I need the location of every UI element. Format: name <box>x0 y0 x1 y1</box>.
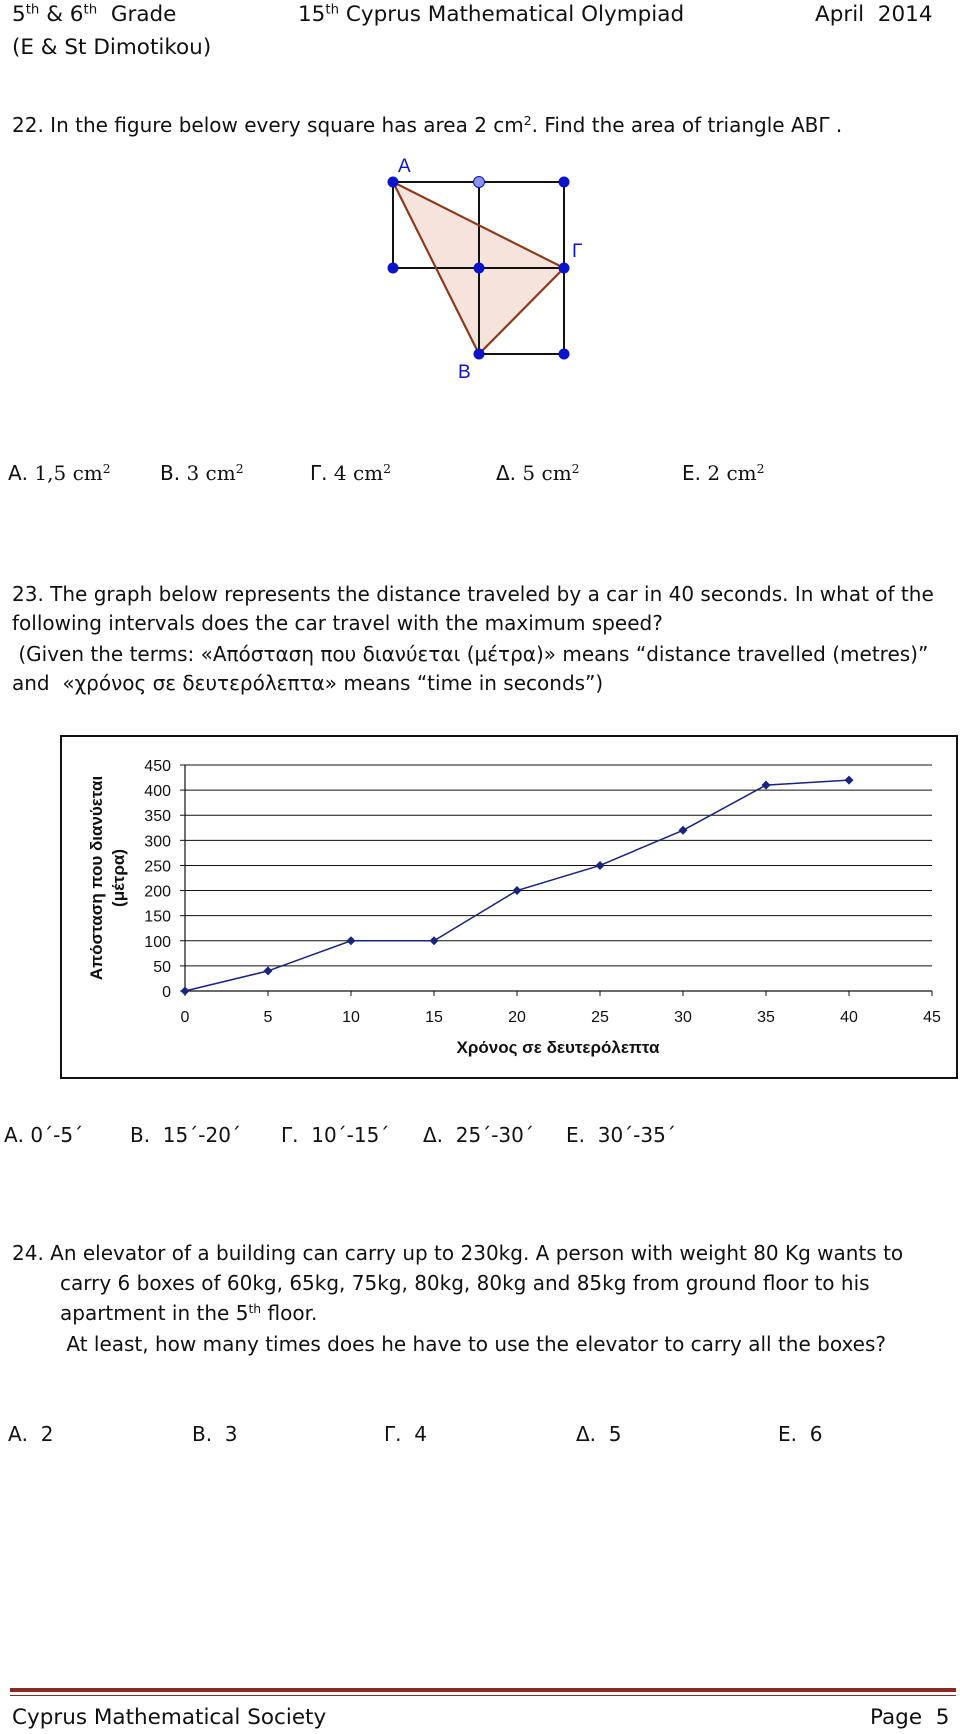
q24-option-a[interactable] <box>8 1421 54 1447</box>
option-value: 4 cm <box>333 461 384 485</box>
ytick-label-1: 50 <box>153 958 171 976</box>
distance-time-chart <box>0 730 960 1080</box>
option-letter: Α. <box>8 461 29 485</box>
header-date: April 2014 <box>815 2 933 27</box>
label-b: Β <box>458 362 471 383</box>
option-sup: 2 <box>383 461 391 477</box>
q23-option-a[interactable] <box>4 1122 83 1148</box>
q24-option-d[interactable] <box>576 1421 622 1447</box>
option-value: 3 <box>224 1422 238 1446</box>
ytick-label-0: 0 <box>162 984 171 1001</box>
q24-line-3-after: floor. <box>261 1301 318 1325</box>
label-g: Γ <box>572 241 583 262</box>
option-letter: Δ. <box>496 461 517 485</box>
xtick-label-5: 25 <box>591 1009 609 1026</box>
q22-text-before: 22. In the figure below every square has area 2 cm <box>12 113 524 137</box>
option-value: 1,5 cm <box>34 461 103 485</box>
footer-rule-thin <box>10 1695 956 1696</box>
option-letter: Α. <box>8 1422 29 1446</box>
option-letter: Ε. <box>682 461 701 485</box>
grade-text-2: & 6 <box>39 2 84 27</box>
footer-page-number: Page 5 <box>870 1705 950 1730</box>
q22-text <box>12 112 842 138</box>
option-letter: Δ. <box>576 1422 597 1446</box>
grade-text-1: 5 <box>12 2 26 27</box>
option-value: 2 <box>40 1422 54 1446</box>
chart-ylabel-line2: (μέτρα) <box>109 849 128 907</box>
q22-text-after: . Find the area of triangle ΑΒΓ . <box>531 113 843 137</box>
ytick-label-2: 100 <box>144 933 171 951</box>
ytick-label-5: 250 <box>144 858 171 876</box>
option-letter: Γ. <box>384 1422 402 1446</box>
q22-option-d[interactable] <box>496 460 580 486</box>
q22-option-e[interactable] <box>682 460 765 486</box>
header-olympiad <box>298 1 684 29</box>
grade-text-3: Grade <box>97 2 177 27</box>
chart-ylabel-line1: Απόσταση που διανύεται <box>87 775 106 981</box>
xtick-label-2: 10 <box>342 1009 360 1026</box>
option-sup: 2 <box>102 461 111 477</box>
option-value: 6 <box>809 1422 823 1446</box>
xtick-label-9: 45 <box>923 1009 941 1026</box>
option-letter: Β. <box>130 1123 151 1147</box>
xtick-label-0: 0 <box>180 1009 190 1026</box>
q24-line-2: carry 6 boxes of 60kg, 65kg, 75kg, 80kg, 80kg and 85kg from ground floor to his <box>60 1271 870 1295</box>
q24-line-3-text: apartment in the 5 <box>60 1301 249 1325</box>
option-letter: Β. <box>192 1422 213 1446</box>
header-grade <box>12 1 176 29</box>
q23-line-1: 23. The graph below represents the distance traveled by a car in 40 seconds. In what of the <box>12 582 934 606</box>
option-value: 30΄-35΄ <box>597 1123 676 1147</box>
option-letter: Β. <box>160 461 181 485</box>
olympiad-rest: Cyprus Mathematical Olympiad <box>339 2 685 27</box>
option-value: 10΄-15΄ <box>311 1123 390 1147</box>
q23-line-3: (Given the terms: «Απόσταση που διανύεται (μέτρα)» means “distance travelled (metres)” <box>12 642 929 666</box>
xtick-label-7: 35 <box>757 1009 775 1026</box>
option-sup: 2 <box>756 461 765 477</box>
q24-line-3-sup: th <box>248 1301 262 1317</box>
olympiad-num: 15 <box>298 2 326 27</box>
grade-sup-1: th <box>25 2 40 18</box>
q24-line-1: 24. An elevator of a building can carry up to 230kg. A person with weight 80 Kg wants to <box>12 1241 904 1265</box>
grade-sup-2: th <box>83 2 98 18</box>
option-sup: 2 <box>571 461 580 477</box>
option-value: 3 cm <box>186 461 236 485</box>
option-value: 2 cm <box>707 461 757 485</box>
q23-option-e[interactable] <box>566 1122 676 1148</box>
chart-frame <box>61 736 957 1078</box>
footer-rule-thick <box>10 1688 956 1692</box>
q22-text-sup: 2 <box>523 113 532 129</box>
option-value: 5 cm <box>522 461 572 485</box>
q24-option-b[interactable] <box>192 1421 238 1447</box>
option-letter: Ε. <box>566 1123 585 1147</box>
header-school: (E & St Dimotikou) <box>12 35 212 60</box>
option-letter: Α. <box>4 1123 25 1147</box>
q23-line-2: following intervals does the car travel with the maximum speed? <box>12 611 663 635</box>
q23-line-4: and «χρόνος σε δευτερόλεπτα» means “time in seconds”) <box>12 671 604 695</box>
xtick-label-8: 40 <box>840 1009 858 1026</box>
option-value: 4 <box>414 1422 427 1446</box>
q24-line-4: At least, how many times does he have to use the elevator to carry all the boxes? <box>60 1332 887 1356</box>
footer-society: Cyprus Mathematical Society <box>12 1705 327 1730</box>
ytick-label-3: 150 <box>144 908 171 926</box>
q23-option-b[interactable] <box>130 1122 241 1148</box>
ytick-label-4: 200 <box>144 883 171 901</box>
xtick-label-6: 30 <box>674 1009 692 1026</box>
option-letter: Γ. <box>281 1123 299 1147</box>
option-value: 15΄-20΄ <box>162 1123 241 1147</box>
q23-option-d[interactable] <box>423 1122 534 1148</box>
option-value: 25΄-30΄ <box>455 1123 534 1147</box>
xtick-label-1: 5 <box>263 1009 273 1026</box>
option-value: 0΄-5΄ <box>30 1123 84 1147</box>
xtick-label-3: 15 <box>425 1009 443 1026</box>
ytick-label-6: 300 <box>144 833 171 851</box>
q22-option-g[interactable] <box>310 460 391 486</box>
q24-line-3 <box>60 1300 317 1326</box>
label-a: Α <box>398 156 411 177</box>
q22-option-b[interactable] <box>160 460 244 486</box>
option-letter: Δ. <box>423 1123 444 1147</box>
ytick-label-8: 400 <box>144 783 171 801</box>
option-value: 5 <box>608 1422 622 1446</box>
option-sup: 2 <box>235 461 244 477</box>
chart-xlabel: Χρόνος σε δευτερόλεπτα <box>456 1038 660 1057</box>
option-letter: Ε. <box>778 1422 797 1446</box>
ytick-label-7: 350 <box>144 808 171 826</box>
ytick-label-9: 450 <box>144 758 171 775</box>
q22-figure <box>370 150 600 390</box>
q24-option-e[interactable] <box>778 1421 822 1447</box>
option-letter: Γ. <box>310 461 328 485</box>
q24-option-g[interactable] <box>384 1421 427 1447</box>
q22-option-a[interactable] <box>8 460 111 486</box>
olympiad-sup: th <box>325 2 340 18</box>
xtick-label-4: 20 <box>508 1009 526 1026</box>
q23-option-g[interactable] <box>281 1122 389 1148</box>
